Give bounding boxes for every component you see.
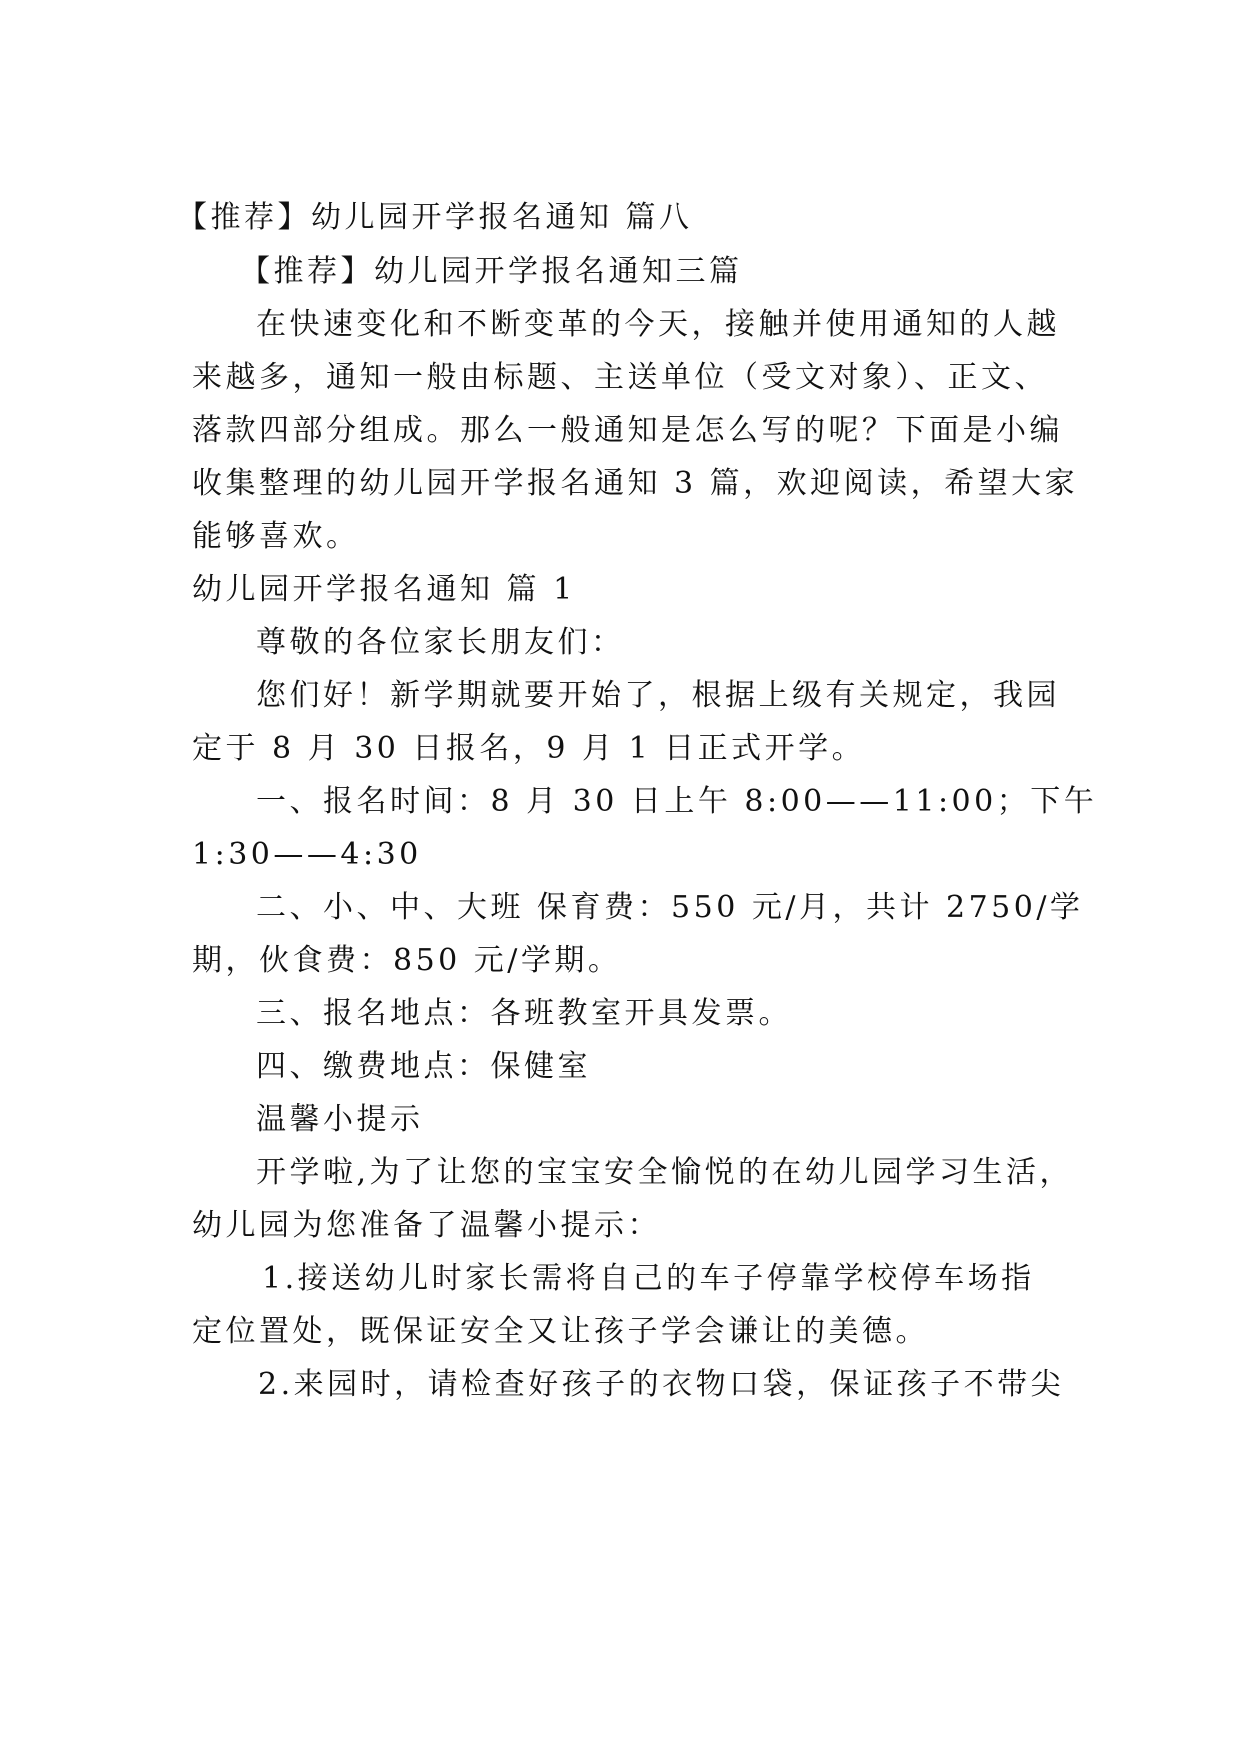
body-line: 四、缴费地点：保健室: [256, 1049, 591, 1084]
body-line: 2.来园时，请检查好孩子的衣物口袋，保证孩子不带尖: [258, 1367, 1065, 1402]
intro-line: 来越多，通知一般由标题、主送单位（受文对象）、正文、: [192, 360, 1048, 395]
intro-line: 收集整理的幼儿园开学报名通知 3 篇，欢迎阅读，希望大家: [192, 466, 1079, 501]
tips-heading: 温馨小提示: [256, 1102, 424, 1137]
document-heading: 【推荐】幼儿园开学报名通知 篇八: [177, 200, 693, 235]
document-subheading: 【推荐】幼儿园开学报名通知三篇: [240, 254, 743, 289]
body-line: 您们好！新学期就要开始了，根据上级有关规定，我园: [256, 678, 1060, 713]
body-line: 期，伙食费：850 元/学期。: [192, 943, 622, 978]
body-line: 三、报名地点：各班教室开具发票。: [256, 996, 792, 1031]
intro-line: 能够喜欢。: [192, 519, 360, 554]
body-line: 二、小、中、大班 保育费：550 元/月，共计 2750/学: [256, 890, 1084, 925]
body-line: 定于 8 月 30 日报名，9 月 1 日正式开学。: [192, 731, 866, 766]
section-title: 幼儿园开学报名通知 篇 1: [192, 572, 576, 607]
body-line: 开学啦,为了让您的宝宝安全愉悦的在幼儿园学习生活，: [256, 1155, 1074, 1190]
intro-line: 落款四部分组成。那么一般通知是怎么写的呢？下面是小编: [192, 413, 1063, 448]
body-line: 一、报名时间：8 月 30 日上午 8:00——11:00；下午: [256, 784, 1098, 819]
body-line: 幼儿园为您准备了温馨小提示：: [192, 1208, 661, 1243]
body-line: 定位置处，既保证安全又让孩子学会谦让的美德。: [192, 1314, 929, 1349]
intro-line: 在快速变化和不断变革的今天，接触并使用通知的人越: [256, 307, 1060, 342]
greeting: 尊敬的各位家长朋友们：: [256, 625, 625, 660]
body-line: 1:30——4:30: [192, 837, 422, 872]
body-line: 1.接送幼儿时家长需将自己的车子停靠学校停车场指: [262, 1261, 1035, 1296]
